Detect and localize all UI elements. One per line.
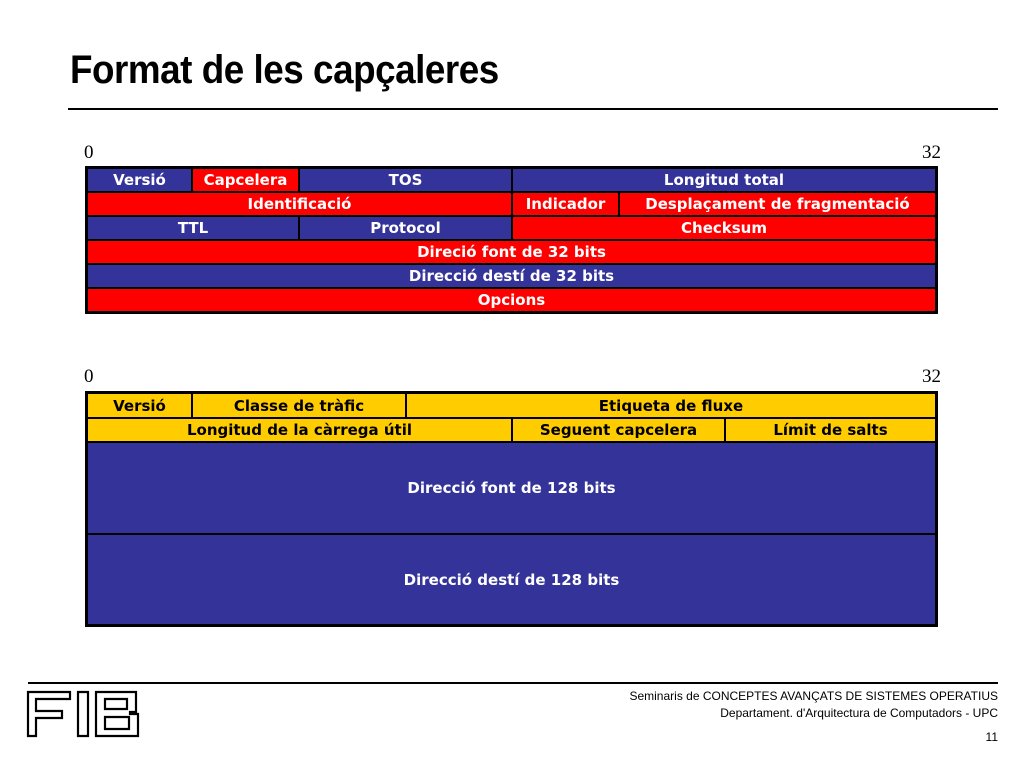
ipv4-checksum-field: Checksum [512,216,936,240]
ipv4-header-length-field: Capcelera [192,168,299,192]
ipv4-tos-field: TOS [299,168,512,192]
ipv6-source-address-field: Direcció font de 128 bits [87,442,936,534]
ipv4-protocol-field: Protocol [299,216,512,240]
ipv4-destination-address-field: Direcció destí de 32 bits [87,264,936,288]
footer-divider [28,682,998,684]
ipv6-scale-start: 0 [84,366,94,387]
ipv4-source-address-field: Direció font de 32 bits [87,240,936,264]
ipv4-scale-end: 32 [922,142,941,163]
ipv4-flags-field: Indicador [512,192,619,216]
ipv4-total-length-field: Longitud total [512,168,936,192]
ipv6-header-diagram [85,391,938,627]
ipv4-scale-start: 0 [84,142,94,163]
ipv6-version-field: Versió [87,393,192,418]
page-title: Format de les capçaleres [70,48,499,92]
ipv6-payload-length-field: Longitud de la càrrega útil [87,418,512,442]
ipv6-scale-end: 32 [922,366,941,387]
ipv6-destination-address-field: Direcció destí de 128 bits [87,534,936,625]
ipv6-flow-label-field: Etiqueta de fluxe [406,393,936,418]
footer-department: Departament. d'Arquitectura de Computadors - UPC [720,706,998,720]
ipv4-fragment-offset-field: Desplaçament de fragmentació [619,192,936,216]
ipv6-hop-limit-field: Límit de salts [725,418,936,442]
ipv6-next-header-field: Seguent capcelera [512,418,725,442]
ipv4-header-diagram [85,166,938,314]
title-divider [68,108,998,110]
ipv4-version-field: Versió [87,168,192,192]
page-number: 11 [985,730,998,744]
ipv6-traffic-class-field: Classe de tràfic [192,393,406,418]
footer-seminar-title: Seminaris de CONCEPTES AVANÇATS DE SISTEMES OPERATIUS [629,689,998,703]
ipv4-ttl-field: TTL [87,216,299,240]
fib-logo-icon [26,690,141,738]
ipv4-options-field: Opcions [87,288,936,312]
ipv4-identification-field: Identificació [87,192,512,216]
